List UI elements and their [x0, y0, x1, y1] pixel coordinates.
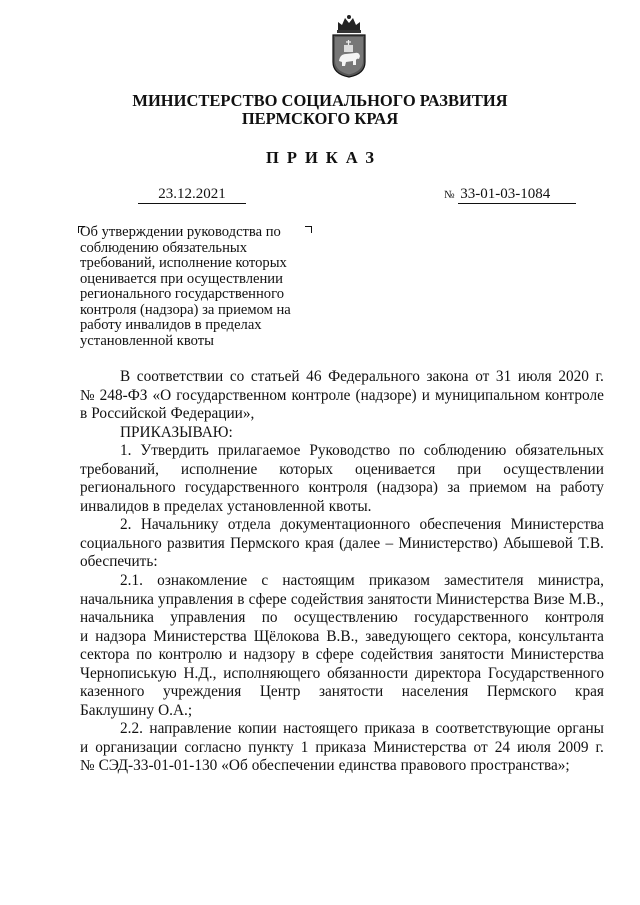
body-word: ознакомление: [157, 572, 248, 590]
body-word: которых: [279, 460, 334, 478]
body-word: от: [473, 738, 488, 756]
body-word: обеспечить:: [80, 553, 158, 571]
order-body: [80, 368, 604, 776]
body-line: [80, 683, 604, 702]
body-word: В: [120, 368, 131, 385]
body-word: 248-ФЗ: [99, 386, 148, 404]
body-word: управления: [170, 609, 246, 627]
body-word: занятости: [439, 646, 504, 664]
body-word: Министерства: [373, 738, 467, 756]
body-word: СЭД-33-01-01-130: [98, 757, 218, 775]
body-word: обязательных: [515, 442, 604, 460]
body-line: [80, 665, 604, 684]
body-word: содействия: [360, 646, 434, 664]
subject-line: оценивается при осуществлении: [80, 270, 283, 287]
body-word: Н.Д.,: [183, 664, 217, 682]
body-word: в: [237, 590, 245, 608]
body-line: [80, 646, 604, 665]
body-word: прилагаемое: [217, 442, 301, 460]
subject-line: соблюдению обязательных: [80, 239, 247, 256]
body-word: сфере: [315, 646, 354, 664]
body-word: работу: [560, 479, 604, 497]
body-word: оценивается: [355, 460, 436, 478]
body-word: Пермского: [230, 534, 300, 552]
body-line: [80, 424, 604, 443]
body-word: Щёлокова: [253, 627, 320, 645]
body-word: 2.: [120, 516, 132, 534]
body-word: сфере: [248, 590, 287, 608]
body-word: статьей: [250, 368, 300, 385]
body-word: контроле: [545, 386, 604, 404]
body-word: приемом: [469, 479, 527, 497]
body-word: пределах: [164, 497, 224, 515]
body-word: учреждения: [162, 683, 242, 701]
body-word: края: [304, 534, 334, 552]
body-word: приказа: [364, 720, 416, 738]
body-word: «О: [152, 386, 172, 404]
body-line: [80, 739, 604, 758]
body-word: 2.2.: [120, 720, 143, 738]
body-word: государственного: [184, 479, 300, 497]
body-word: в: [80, 405, 88, 423]
body-word: единства: [338, 757, 397, 775]
body-word: организации: [95, 738, 178, 756]
body-word: О.А.;: [158, 701, 193, 719]
body-line: [80, 479, 604, 498]
order-number-block: [444, 186, 576, 204]
body-word: пункту: [248, 738, 294, 756]
body-word: В.В.,: [326, 627, 359, 645]
body-line: [80, 720, 604, 739]
body-word: и: [80, 627, 89, 645]
body-word: –: [385, 534, 394, 552]
body-word: в: [421, 720, 429, 738]
body-word: Министерства: [510, 646, 604, 664]
body-word: и: [421, 386, 430, 404]
body-word: Министерства: [153, 627, 247, 645]
body-word: министра,: [537, 572, 604, 590]
body-line: [80, 461, 604, 480]
body-word: Баклушину: [80, 701, 155, 719]
body-word: приказа: [315, 738, 367, 756]
body-word: и: [228, 646, 237, 664]
body-word: государственного: [414, 609, 529, 627]
body-word: в: [152, 497, 161, 515]
body-word: в: [301, 646, 310, 664]
body-word: №: [80, 757, 95, 775]
body-word: Центр: [259, 683, 301, 701]
subject-line: установленной квоты: [80, 332, 214, 349]
body-line: [80, 609, 604, 628]
body-word: директора: [414, 664, 482, 682]
body-line: [80, 442, 604, 461]
body-word: Абышевой: [503, 534, 573, 552]
body-word: инвалидов: [80, 497, 149, 515]
body-word: (надзоре): [355, 386, 417, 404]
body-word: органы: [557, 720, 604, 738]
body-line: [80, 387, 604, 406]
subject-line: Об утверждении руководства по: [80, 224, 281, 240]
body-word: Федерального: [328, 368, 420, 385]
body-word: Федерации»,: [170, 405, 255, 423]
body-word: 31: [495, 368, 512, 385]
body-word: Визе: [533, 590, 565, 608]
body-word: отдела: [227, 516, 271, 534]
body-word: 46: [306, 368, 322, 385]
body-line: [80, 628, 604, 647]
body-word: Начальнику: [140, 516, 219, 534]
body-word: июля: [517, 368, 552, 385]
body-word: ПРИКАЗЫВАЮ:: [120, 423, 233, 441]
body-word: соблюдению: [423, 442, 507, 460]
body-word: регионального: [80, 479, 176, 497]
body-word: начальника: [80, 590, 154, 608]
body-word: 2020: [558, 368, 589, 385]
body-word: осуществлению: [293, 609, 398, 627]
body-word: исполнение: [180, 460, 258, 478]
subject-line: регионального государственного: [80, 286, 285, 302]
body-word: развития: [167, 534, 225, 552]
body-word: управления: [158, 590, 234, 608]
body-word: приказом: [368, 572, 430, 590]
body-word: при: [457, 460, 482, 478]
body-word: населения: [401, 683, 469, 701]
body-word: на: [535, 479, 551, 497]
body-word: 2009: [557, 738, 589, 756]
body-word: №: [80, 386, 95, 404]
document-type-title: ПРИКАЗ: [266, 148, 382, 167]
body-word: настоящим: [282, 572, 355, 590]
body-word: июля: [516, 738, 551, 756]
body-word: контролю: [158, 646, 223, 664]
body-word: Т.В.: [578, 534, 604, 552]
body-word: обязанности: [327, 664, 409, 682]
body-word: заведующего: [365, 627, 451, 645]
body-word: Утвердить: [140, 442, 209, 460]
body-word: документационного: [280, 516, 411, 534]
body-word: государственном: [176, 386, 287, 404]
body-word: по: [399, 442, 415, 460]
body-word: правового: [400, 757, 467, 775]
body-word: направление: [149, 720, 232, 738]
body-word: надзору: [243, 646, 296, 664]
body-word: Министерство): [398, 534, 498, 552]
body-word: «Об: [221, 757, 248, 775]
body-word: закона: [426, 368, 469, 385]
subject-line: контроля (надзора) за приемом на: [80, 301, 291, 318]
body-word: (далее: [339, 534, 381, 552]
body-word: 24: [494, 738, 510, 756]
body-word: квоты.: [328, 497, 372, 515]
body-word: казенного: [80, 683, 145, 701]
body-word: содействия: [290, 590, 364, 608]
body-word: обеспечении: [251, 757, 335, 775]
body-word: Российской: [91, 405, 167, 423]
body-word: надзора: [95, 627, 147, 645]
body-line: [80, 591, 604, 610]
body-word: Руководство: [309, 442, 391, 460]
body-word: соответствующие: [435, 720, 551, 738]
body-word: по: [136, 646, 153, 664]
body-word: установленной: [227, 497, 325, 515]
body-word: социального: [80, 534, 162, 552]
body-line: [80, 368, 604, 387]
body-word: обеспечения: [419, 516, 502, 534]
body-word: пространства»;: [470, 757, 570, 775]
body-word: требований,: [80, 460, 159, 478]
body-word: настоящего: [283, 720, 358, 738]
body-word: заместителя: [444, 572, 524, 590]
body-word: г.: [595, 738, 604, 756]
body-word: и: [80, 738, 89, 756]
number-sign: №: [444, 189, 455, 201]
body-word: начальника: [80, 609, 154, 627]
body-word: от: [475, 368, 490, 385]
body-word: края: [575, 683, 604, 701]
body-word: с: [261, 572, 269, 590]
order-date: 23.12.2021: [138, 186, 246, 204]
body-word: Министерства: [435, 590, 530, 608]
body-word: Чернописькую: [80, 664, 177, 682]
body-word: исполняющего: [223, 664, 321, 682]
body-word: контроле: [291, 386, 351, 404]
body-word: 2.1.: [120, 572, 143, 590]
body-word: по: [261, 609, 278, 627]
body-line: [80, 535, 604, 554]
body-word: г.: [595, 368, 604, 385]
subject-line: требований, исполнение которых: [80, 255, 287, 271]
body-line: [80, 757, 604, 776]
subject-line: работу инвалидов в пределах: [80, 317, 262, 333]
body-word: согласно: [184, 738, 242, 756]
order-number: 33-01-03-1084: [458, 186, 576, 204]
body-line: [80, 553, 604, 572]
order-subject: [80, 225, 318, 349]
ministry-name-line1: МИНИСТЕРСТВО СОЦИАЛЬНОГО РАЗВИТИЯ: [132, 91, 508, 110]
body-word: муниципальном: [434, 386, 540, 404]
body-word: сектора,: [457, 627, 512, 645]
body-word: Министерства: [510, 516, 604, 534]
body-word: (надзора): [376, 479, 438, 497]
body-word: занятости: [367, 590, 432, 608]
body-line: [80, 498, 604, 517]
body-word: 1: [300, 738, 309, 756]
body-word: осуществлении: [503, 460, 604, 478]
body-word: консультанта: [518, 627, 604, 645]
body-word: сектора: [80, 646, 130, 664]
body-word: со: [229, 368, 245, 385]
body-word: Государственного: [487, 664, 604, 682]
body-word: контроля: [308, 479, 368, 497]
body-word: за: [447, 479, 461, 497]
body-word: копии: [237, 720, 277, 738]
body-word: М.В.,: [568, 590, 604, 608]
body-word: занятости: [318, 683, 384, 701]
body-line: [80, 702, 604, 721]
body-line: [80, 572, 604, 591]
body-line: [80, 405, 604, 424]
body-word: 1.: [120, 442, 132, 460]
body-word: контроля: [544, 609, 604, 627]
body-word: соответствии: [136, 368, 224, 385]
ministry-name: [0, 92, 640, 128]
body-word: Пермского: [486, 683, 557, 701]
body-line: [80, 516, 604, 535]
coat-of-arms-icon: [330, 14, 368, 78]
ministry-name-line2: ПЕРМСКОГО КРАЯ: [241, 109, 399, 128]
